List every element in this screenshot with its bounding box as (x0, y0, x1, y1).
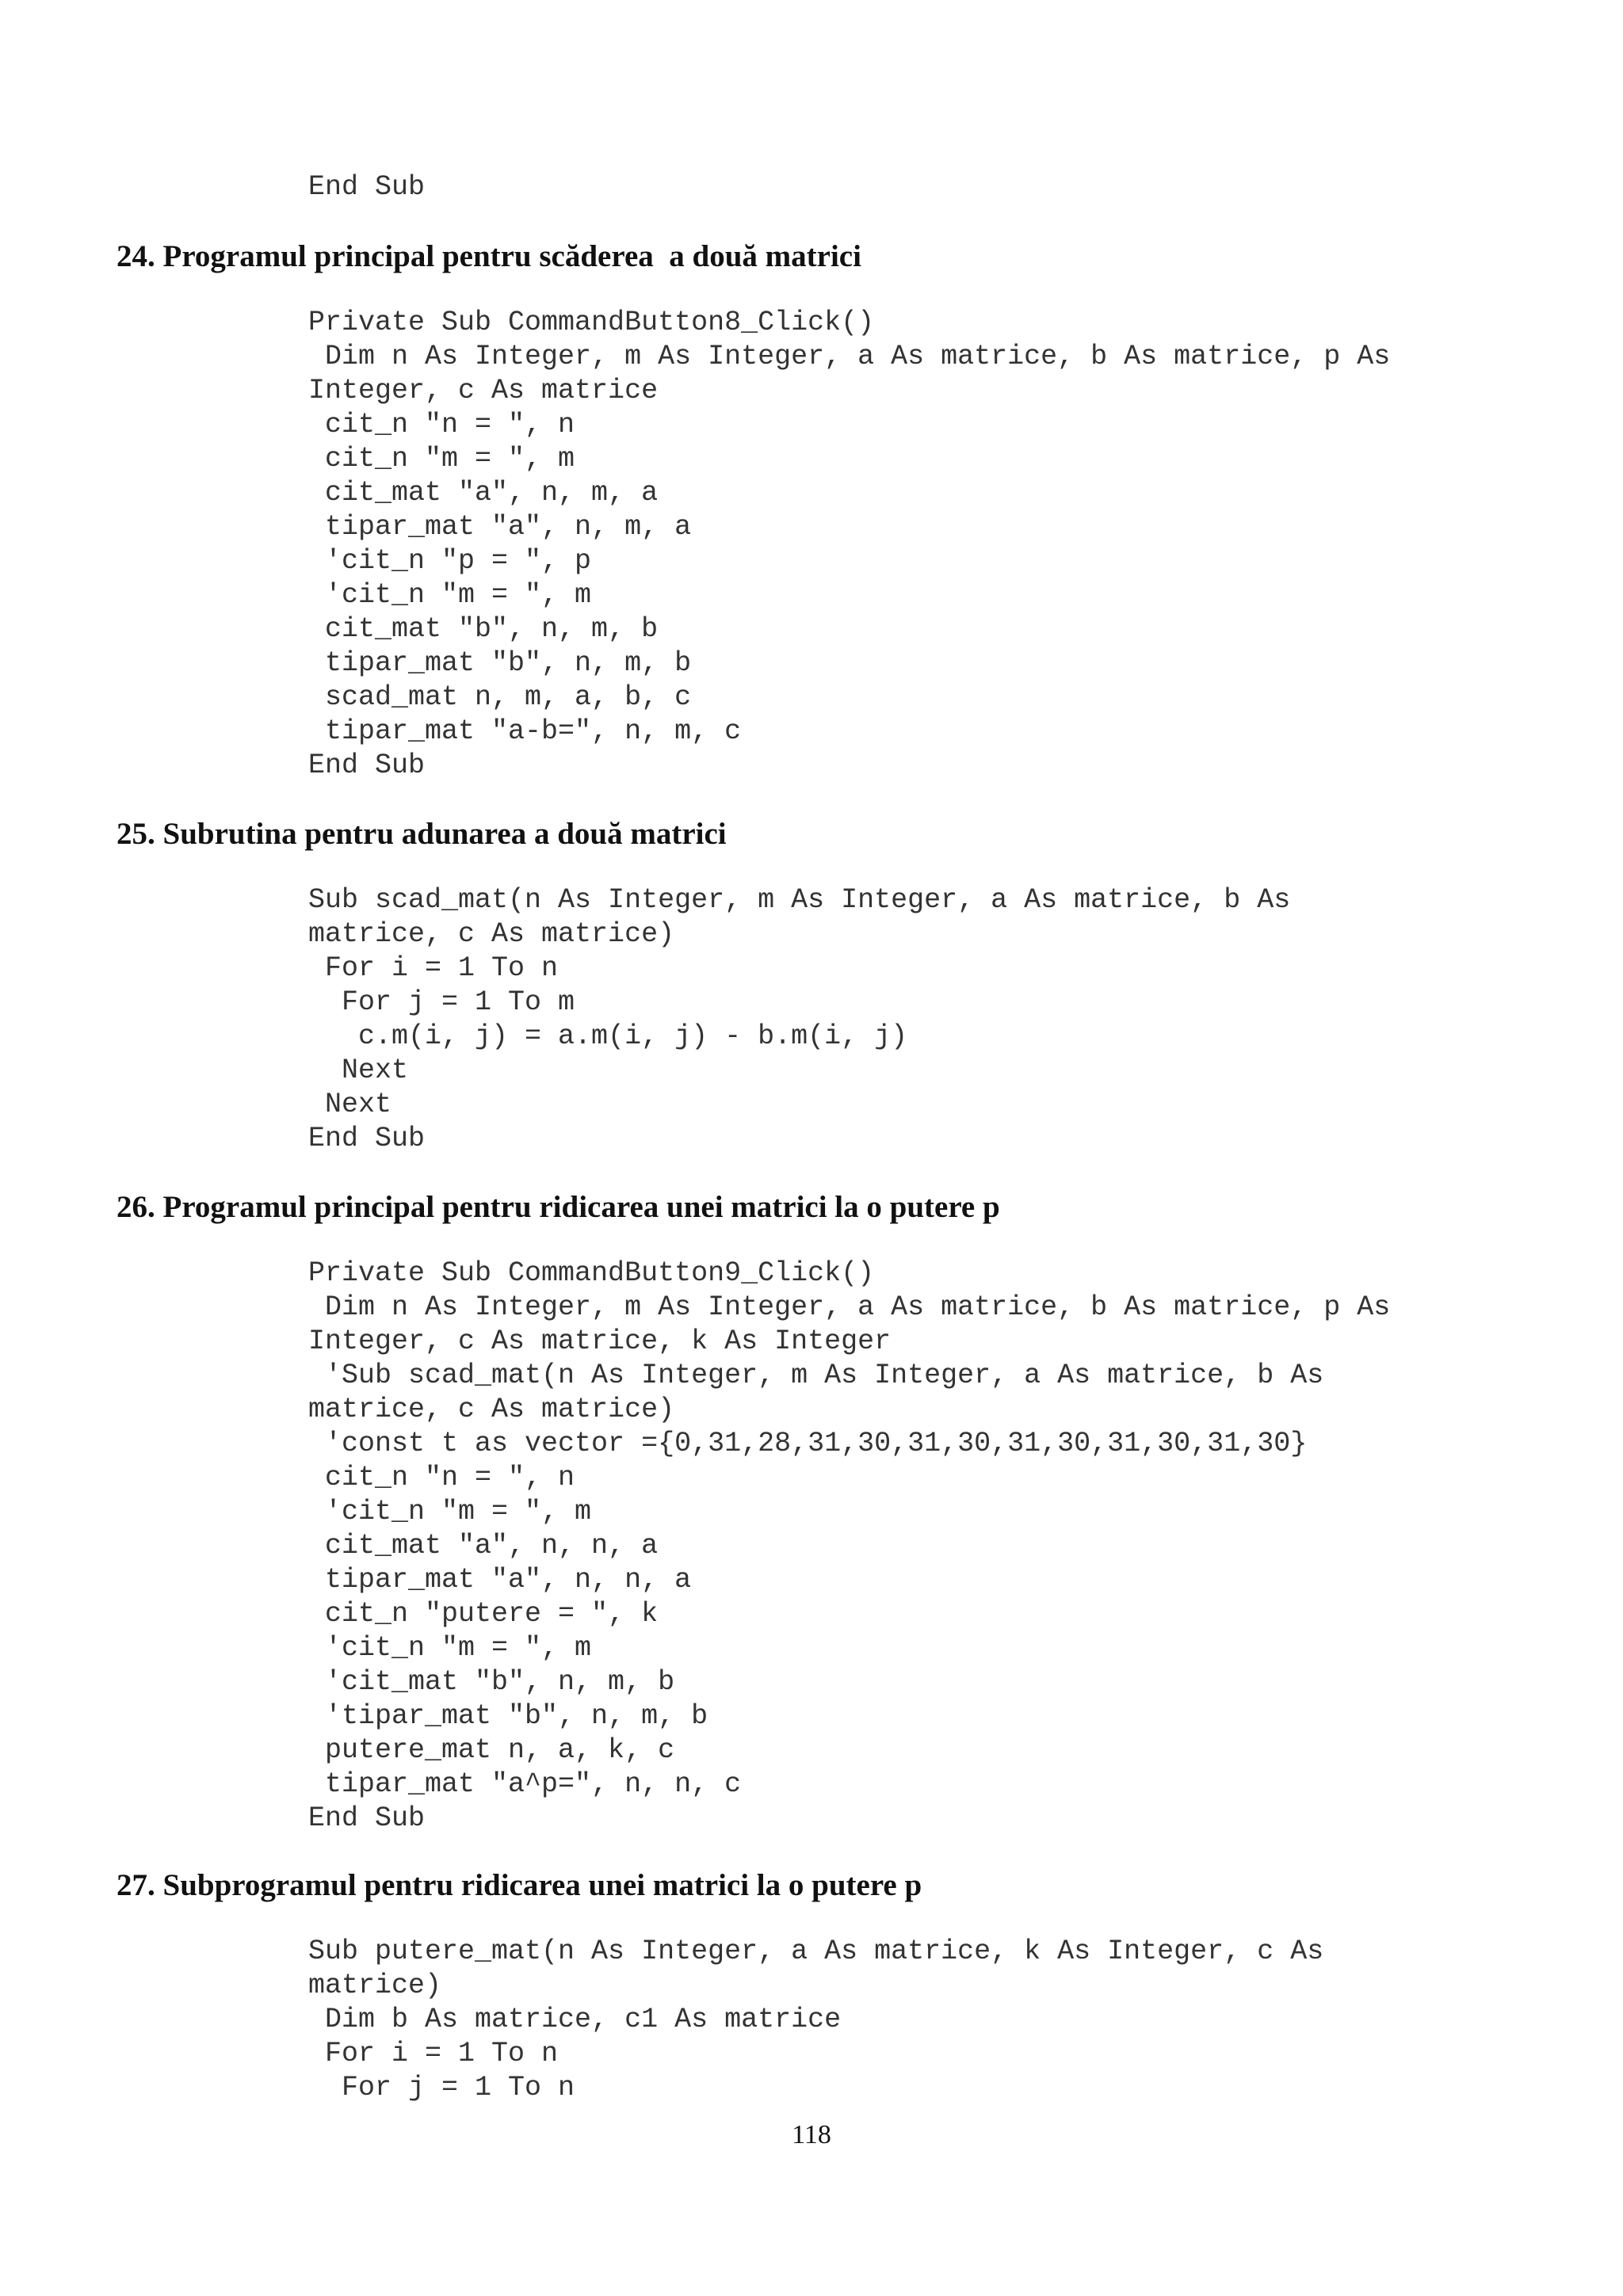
code-line: tipar_mat "b", n, m, b (308, 647, 692, 679)
code-line: cit_n "n = ", n (308, 409, 575, 441)
code-line: cit_mat "b", n, m, b (308, 613, 659, 645)
code-line: Integer, c As matrice (308, 375, 659, 406)
code-line: matrice, c As matrice) (308, 918, 675, 950)
code-line: End Sub (308, 749, 426, 781)
code-line: End Sub (308, 1123, 426, 1154)
code-line: tipar_mat "a-b=", n, m, c (308, 715, 742, 747)
code-line: End Sub (308, 1802, 426, 1834)
code-line: Dim n As Integer, m As Integer, a As matrice, b As matrice, p As (308, 1291, 1391, 1323)
code-line: cit_n "n = ", n (308, 1462, 575, 1493)
code-line: For i = 1 To n (308, 2038, 559, 2069)
code-line: matrice) (308, 1970, 442, 2001)
code-line: 'cit_n "m = ", m (308, 579, 592, 611)
code-line: tipar_mat "a", n, n, a (308, 1564, 692, 1596)
code-line: For j = 1 To n (308, 2072, 575, 2103)
section-heading-24: 24. Programul principal pentru scăderea a două matrici (116, 239, 861, 273)
code-line: Dim n As Integer, m As Integer, a As matrice, b As matrice, p As (308, 341, 1391, 372)
code-line: Next (308, 1089, 392, 1120)
code-line: putere_mat n, a, k, c (308, 1734, 675, 1766)
code-line: tipar_mat "a", n, m, a (308, 511, 692, 543)
code-line: 'tipar_mat "b", n, m, b (308, 1700, 708, 1732)
section-heading-27: 27. Subprogramul pentru ridicarea unei matrici la o putere p (116, 1868, 922, 1902)
code-line: 'const t as vector ={0,31,28,31,30,31,30,31,30,31,30,31,30} (308, 1428, 1308, 1459)
code-line: scad_mat n, m, a, b, c (308, 681, 692, 713)
code-line: 'Sub scad_mat(n As Integer, m As Integer, a As matrice, b As (308, 1360, 1324, 1391)
code-line: 'cit_n "m = ", m (308, 1632, 592, 1664)
page-number: 118 (792, 2120, 831, 2149)
code-line: 'cit_n "m = ", m (308, 1496, 592, 1527)
code-line: cit_n "putere = ", k (308, 1598, 659, 1630)
code-line: Private Sub CommandButton9_Click() (308, 1257, 875, 1289)
code-line: Sub putere_mat(n As Integer, a As matrice, k As Integer, c As (308, 1936, 1324, 1967)
code-line: 'cit_n "p = ", p (308, 545, 592, 577)
code-line: cit_mat "a", n, n, a (308, 1530, 659, 1562)
section-heading-25: 25. Subrutina pentru adunarea a două matrici (116, 817, 727, 851)
code-line: Sub scad_mat(n As Integer, m As Integer, a As matrice, b As (308, 884, 1291, 916)
code-line: tipar_mat "a^p=", n, n, c (308, 1768, 742, 1800)
code-line: cit_mat "a", n, m, a (308, 477, 659, 509)
code-line: Integer, c As matrice, k As Integer (308, 1325, 892, 1357)
code-line: End Sub (308, 171, 426, 203)
code-line: Dim b As matrice, c1 As matrice (308, 2004, 842, 2035)
code-line: cit_n "m = ", m (308, 443, 575, 475)
section-heading-26: 26. Programul principal pentru ridicarea unei matrici la o putere p (116, 1190, 1000, 1224)
code-line: For j = 1 To m (308, 986, 575, 1018)
code-line: matrice, c As matrice) (308, 1394, 675, 1425)
code-line: For i = 1 To n (308, 952, 559, 984)
code-line: 'cit_mat "b", n, m, b (308, 1666, 675, 1698)
code-line: Next (308, 1055, 409, 1086)
code-line: c.m(i, j) = a.m(i, j) - b.m(i, j) (308, 1020, 908, 1052)
code-line: Private Sub CommandButton8_Click() (308, 307, 875, 338)
